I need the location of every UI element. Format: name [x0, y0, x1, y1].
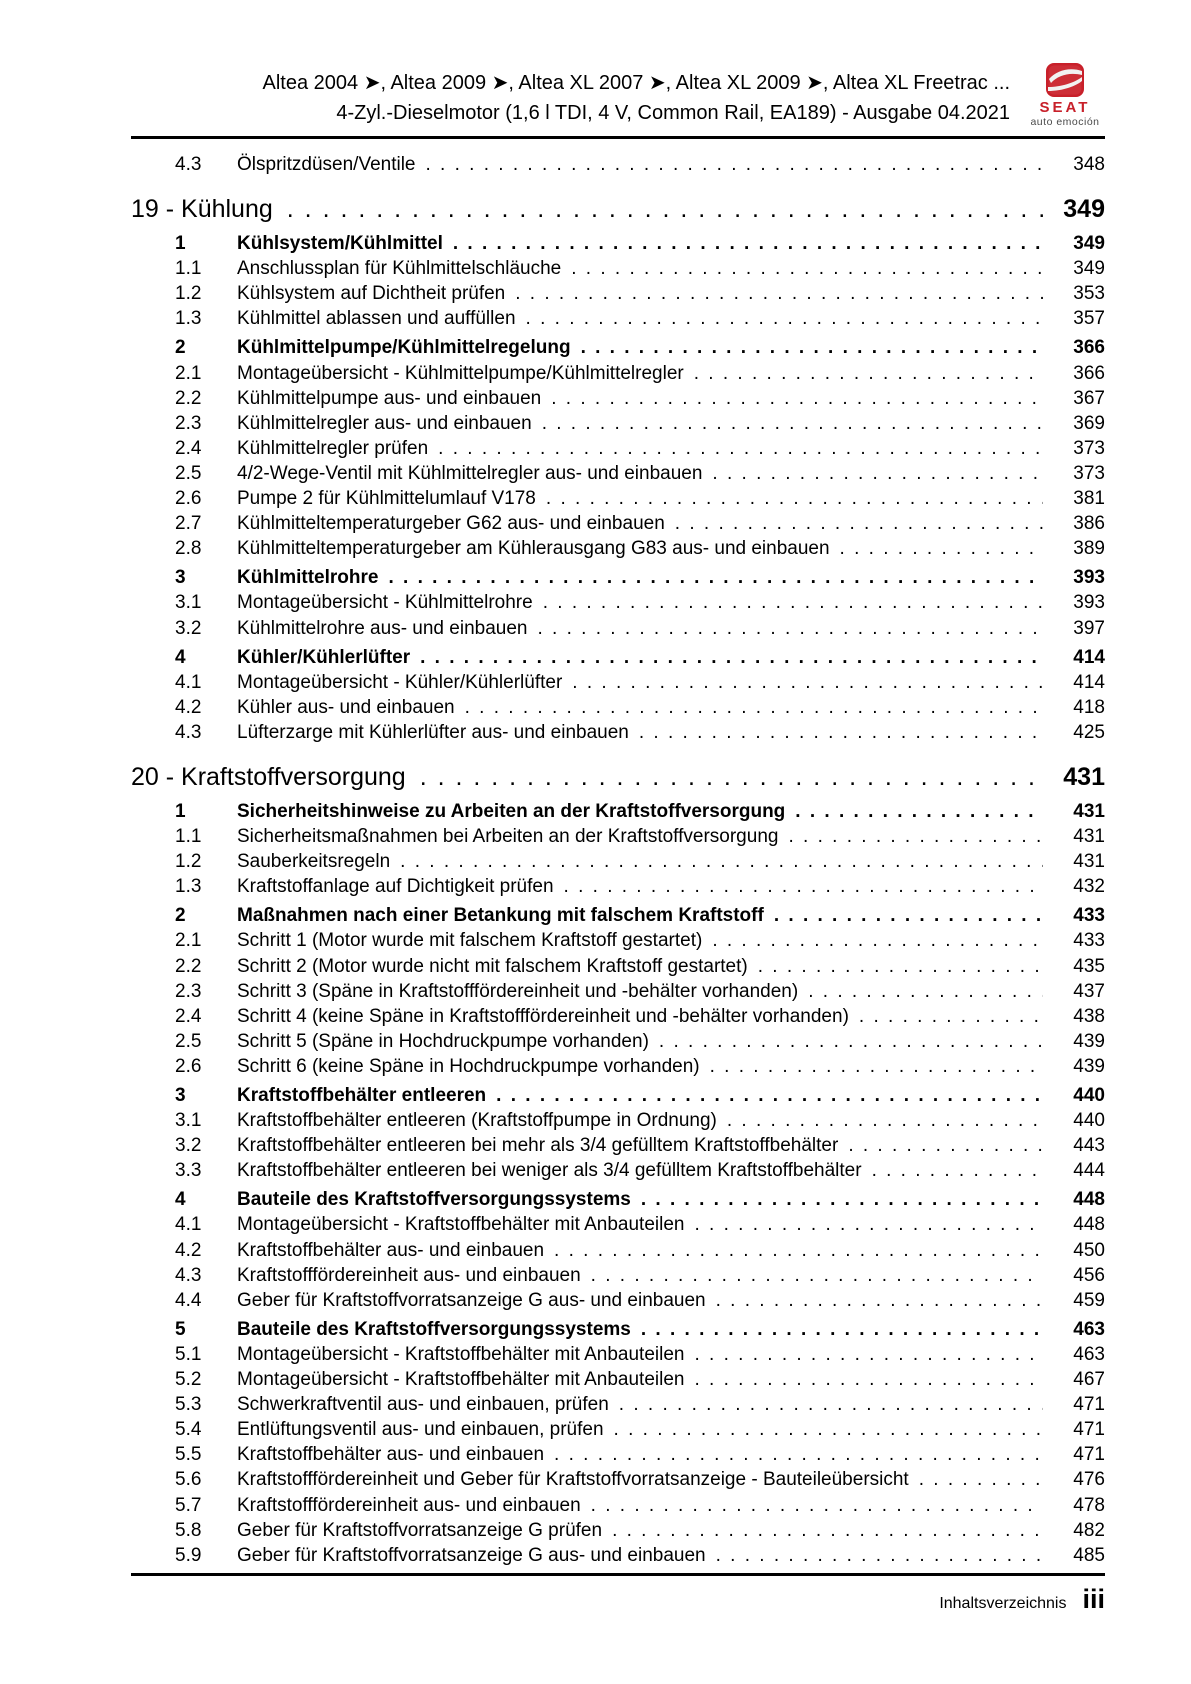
toc-entry-number: 4.1: [175, 671, 202, 693]
toc-dot-leader: [287, 191, 1043, 227]
toc-row: [131, 1518, 1105, 1543]
toc-dot-leader: [694, 1367, 1043, 1392]
toc-entry-title: 4/2-Wege-Ventil mit Kühlmittelregler aus- und einbauen: [237, 462, 703, 484]
toc-entry-page: 433: [1073, 905, 1105, 927]
toc-entry-page: 431: [1073, 851, 1105, 873]
toc-entry-title: Geber für Kraftstoffvorratsanzeige G aus- und einbauen: [237, 1289, 706, 1311]
toc-dot-leader: [581, 335, 1043, 360]
toc-entry-number: 5.8: [175, 1519, 202, 1541]
toc-entry-title: Entlüftungsventil aus- und einbauen, prüfen: [237, 1419, 604, 1441]
toc-entry-page: 438: [1073, 1005, 1105, 1027]
toc-entry-page: 444: [1073, 1160, 1105, 1182]
toc-row: [131, 1392, 1105, 1417]
toc-entry-number: 2.3: [175, 980, 202, 1002]
toc-entry-number: 5.7: [175, 1494, 202, 1516]
toc-entry-number: 2.3: [175, 412, 202, 434]
toc-row: [131, 1187, 1105, 1212]
toc-entry-title: Sauberkeitsregeln: [237, 851, 391, 873]
toc-row: [131, 511, 1105, 536]
toc-entry-title: Kühlsystem/Kühlmittel: [237, 233, 443, 255]
toc-entry-number: 2.6: [175, 1055, 202, 1077]
toc-entry-title: Kraftstoffbehälter entleeren (Kraftstoffpumpe in Ordnung): [237, 1110, 717, 1132]
toc-entry-number: 2.2: [175, 387, 202, 409]
toc-entry-title: Kühlmittelrohre aus- und einbauen: [237, 617, 528, 639]
toc-dot-leader: [526, 306, 1043, 331]
toc-entry-number: 3.1: [175, 592, 202, 614]
toc-row: [131, 1342, 1105, 1367]
toc-entry-title: Kraftstoffbehälter entleeren bei mehr als 3/4 gefülltem Kraftstoffbehälter: [237, 1135, 839, 1157]
toc-dot-leader: [453, 231, 1043, 256]
toc-entry-title: Pumpe 2 für Kühlmittelumlauf V178: [237, 488, 536, 510]
toc-entry-page: 393: [1073, 567, 1105, 589]
toc-entry-page: 471: [1073, 1444, 1105, 1466]
toc-entry-number: 5: [175, 1318, 186, 1340]
toc-entry-number: 3.1: [175, 1110, 202, 1132]
toc-entry-number: 1.2: [175, 283, 202, 305]
toc-row: [131, 1367, 1105, 1392]
toc-row: [131, 191, 1105, 227]
toc-entry-title: Geber für Kraftstoffvorratsanzeige G aus- und einbauen: [237, 1544, 706, 1566]
toc-entry-number: 2: [175, 905, 186, 927]
toc-entry-number: 4.2: [175, 696, 202, 718]
toc-entry-page: 349: [1063, 195, 1105, 224]
toc-entry-title: Montageübersicht - Kraftstoffbehälter mit Anbauteilen: [237, 1369, 685, 1391]
toc-dot-leader: [388, 565, 1043, 590]
toc-dot-leader: [710, 1054, 1043, 1079]
toc-row: [131, 436, 1105, 461]
toc-entry-number: 4: [175, 646, 186, 668]
toc-entry-title: Schritt 2 (Motor wurde nicht mit falschem Kraftstoff gestartet): [237, 955, 748, 977]
footer-page-number: iii: [1082, 1583, 1105, 1614]
toc-entry-title: Kraftstoffbehälter aus- und einbauen: [237, 1239, 545, 1261]
manual-toc-page: [131, 0, 1105, 1615]
toc-entry-page: 381: [1073, 488, 1105, 510]
toc-row: [131, 720, 1105, 745]
toc-dot-leader: [716, 1288, 1043, 1313]
toc-dot-leader: [788, 824, 1043, 849]
toc-entry-number: 1.3: [175, 308, 202, 330]
toc-dot-leader: [564, 874, 1043, 899]
toc-dot-leader: [420, 645, 1043, 670]
toc-row: [131, 1467, 1105, 1492]
toc-entry-title: Kühlsystem auf Dichtheit prüfen: [237, 283, 506, 305]
toc-entry-number: 2.8: [175, 538, 202, 560]
toc-entry-number: 4.2: [175, 1239, 202, 1261]
toc-entry-page: 386: [1073, 513, 1105, 535]
toc-entry-page: 478: [1073, 1494, 1105, 1516]
toc-entry-title: Kraftstoffbehälter aus- und einbauen: [237, 1444, 545, 1466]
toc-row: [131, 645, 1105, 670]
toc-row: [131, 1417, 1105, 1442]
toc-entry-title: Kühlmittel ablassen und auffüllen: [237, 308, 516, 330]
toc-dot-leader: [639, 720, 1043, 745]
toc-row: [131, 306, 1105, 331]
toc-dot-leader: [438, 436, 1043, 461]
toc-row: [131, 954, 1105, 979]
toc-entry-title: Kraftstofffördereinheit aus- und einbauen: [237, 1494, 581, 1516]
toc-dot-leader: [758, 954, 1043, 979]
toc-entry-title: Kraftstoffbehälter entleeren: [237, 1085, 487, 1106]
toc-entry-page: 425: [1073, 721, 1105, 743]
toc-entry-number: 4.3: [175, 1264, 202, 1286]
toc-row: [131, 1543, 1105, 1568]
toc-entry-page: 431: [1073, 800, 1105, 822]
header-text-block: [131, 68, 1105, 128]
toc-entry-number: 5.3: [175, 1394, 202, 1416]
toc-entry-number: 4.3: [175, 154, 202, 175]
toc-row: [131, 1029, 1105, 1054]
page-footer: [131, 1584, 1105, 1615]
toc-row: [131, 231, 1105, 256]
toc-row: [131, 874, 1105, 899]
toc-entry-number: 5.4: [175, 1419, 202, 1441]
toc-entry-number: 3.2: [175, 1135, 202, 1157]
toc-dot-leader: [496, 1083, 1043, 1108]
seat-tagline: auto emoción: [1030, 116, 1100, 128]
toc-entry-page: 435: [1073, 955, 1105, 977]
toc-entry-number: 1.3: [175, 876, 202, 898]
toc-entry-title: Kraftstoffanlage auf Dichtigkeit prüfen: [237, 876, 554, 898]
toc-row: [131, 695, 1105, 720]
toc-entry-title: Kraftstoffbehälter entleeren bei weniger als 3/4 gefülltem Kraftstoffbehälter: [237, 1160, 862, 1182]
footer-label: Inhaltsverzeichnis: [939, 1594, 1067, 1612]
toc-row: [131, 152, 1105, 177]
toc-entry-number: 2.4: [175, 1005, 202, 1027]
toc-entry-page: 397: [1073, 617, 1105, 639]
toc-entry-page: 433: [1073, 930, 1105, 952]
toc-entry-page: 439: [1073, 1055, 1105, 1077]
toc-entry-title: Bauteile des Kraftstoffversorgungssystems: [237, 1318, 631, 1340]
toc-entry-number: 1: [175, 800, 186, 822]
toc-dot-leader: [542, 411, 1043, 436]
toc-entry-number: 2.1: [175, 362, 202, 384]
toc-row: [131, 616, 1105, 641]
toc-entry-number: 5.1: [175, 1343, 202, 1365]
toc-entry-title: Schritt 1 (Motor wurde mit falschem Kraftstoff gestartet): [237, 930, 703, 952]
toc-entry-page: 373: [1073, 462, 1105, 484]
toc-row: [131, 903, 1105, 928]
toc-entry-number: 1.2: [175, 851, 202, 873]
toc-entry-page: 366: [1073, 362, 1105, 384]
toc-entry-page: 448: [1073, 1189, 1105, 1211]
toc-entry-page: 366: [1073, 337, 1105, 359]
toc-entry-number: 2.4: [175, 437, 202, 459]
toc-dot-leader: [619, 1392, 1043, 1417]
toc-row: [131, 536, 1105, 561]
toc-entry-title: Schritt 3 (Späne in Kraftstofffördereinheit und -behälter vorhanden): [237, 980, 799, 1002]
toc-row: [131, 386, 1105, 411]
toc-dot-leader: [659, 1029, 1043, 1054]
toc-dot-leader: [554, 1238, 1043, 1263]
toc-dot-leader: [795, 799, 1043, 824]
toc-row: [131, 335, 1105, 360]
toc-entry-number: 3: [175, 567, 186, 589]
toc-entry-page: 443: [1073, 1135, 1105, 1157]
toc-dot-leader: [420, 759, 1043, 795]
toc-entry-number: 4.1: [175, 1214, 202, 1236]
toc-dot-leader: [515, 281, 1043, 306]
toc-dot-leader: [465, 695, 1043, 720]
toc-dot-leader: [808, 979, 1043, 1004]
toc-dot-leader: [848, 1133, 1043, 1158]
toc-row: [131, 979, 1105, 1004]
toc-entry-number: 2.6: [175, 488, 202, 510]
toc-entry-title: Schritt 4 (keine Späne in Kraftstofffördereinheit und -behälter vorhanden): [237, 1005, 849, 1027]
toc-entry-number: 3.3: [175, 1160, 202, 1182]
toc-entry-title: Kühlmitteltemperaturgeber am Kühlerausgang G83 aus- und einbauen: [237, 538, 830, 560]
toc-entry-title: Ölspritzdüsen/Ventile: [237, 154, 416, 175]
toc-entry-page: 348: [1073, 154, 1105, 175]
footer-rule: [131, 1573, 1105, 1576]
toc-entry-title: Lüfterzarge mit Kühlerlüfter aus- und einbauen: [237, 721, 629, 743]
toc-dot-leader: [694, 1212, 1043, 1237]
toc-entry-number: 5.9: [175, 1544, 202, 1566]
toc-entry-title: 20 - Kraftstoffversorgung: [131, 762, 406, 791]
toc-entry-number: 5.2: [175, 1369, 202, 1391]
toc-entry-number: 1: [175, 233, 186, 255]
toc-row: [131, 1238, 1105, 1263]
toc-row: [131, 1493, 1105, 1518]
toc-entry-number: 1.1: [175, 826, 202, 848]
toc-entry-page: 439: [1073, 1030, 1105, 1052]
toc-entry-page: 482: [1073, 1519, 1105, 1541]
toc-dot-leader: [426, 152, 1044, 177]
toc-row: [131, 590, 1105, 615]
toc-entry-page: 431: [1073, 826, 1105, 848]
toc-dot-leader: [554, 1442, 1043, 1467]
toc-entry-number: 3: [175, 1085, 186, 1106]
toc-row: [131, 361, 1105, 386]
toc-dot-leader: [919, 1467, 1043, 1492]
toc-entry-title: Kraftstofffördereinheit und Geber für Kraftstoffvorratsanzeige - Bauteileübersicht: [237, 1469, 909, 1491]
toc-dot-leader: [591, 1493, 1043, 1518]
toc-entry-title: Montageübersicht - Kühlmittelpumpe/Kühlmittelregler: [237, 362, 684, 384]
toc-dot-leader: [694, 1342, 1043, 1367]
toc-dot-leader: [400, 849, 1043, 874]
toc-row: [131, 670, 1105, 695]
toc-entry-page: 485: [1073, 1544, 1105, 1566]
toc-entry-page: 367: [1073, 387, 1105, 409]
toc-row: [131, 1083, 1105, 1108]
toc-entry-number: 2.1: [175, 930, 202, 952]
toc-entry-page: 432: [1073, 876, 1105, 898]
page-header: [131, 0, 1105, 128]
toc-row: [131, 411, 1105, 436]
toc-dot-leader: [727, 1108, 1043, 1133]
toc-row: [131, 1158, 1105, 1183]
toc-entry-number: 2.5: [175, 462, 202, 484]
toc-dot-leader: [614, 1417, 1043, 1442]
toc-entry-page: 414: [1073, 646, 1105, 668]
toc-dot-leader: [641, 1317, 1043, 1342]
seat-logo: [1025, 62, 1105, 128]
toc-entry-page: 440: [1073, 1085, 1105, 1106]
toc-dot-leader: [543, 590, 1043, 615]
toc-entry-page: 476: [1073, 1469, 1105, 1491]
toc-dot-leader: [551, 386, 1043, 411]
toc-row: [131, 1288, 1105, 1313]
header-models-line: Altea 2004 ➤, Altea 2009 ➤, Altea XL 2007 ➤, Altea XL 2009 ➤, Altea XL Freetrac ...: [262, 72, 1010, 94]
toc-entry-page: 463: [1073, 1343, 1105, 1365]
toc-entry-title: Kraftstofffördereinheit aus- und einbauen: [237, 1264, 581, 1286]
toc-dot-leader: [774, 903, 1043, 928]
toc-entry-page: 471: [1073, 1419, 1105, 1441]
toc-entry-title: Montageübersicht - Kraftstoffbehälter mit Anbauteilen: [237, 1214, 685, 1236]
toc-entry-title: Sicherheitsmaßnahmen bei Arbeiten an der Kraftstoffversorgung: [237, 826, 779, 848]
seat-emblem-icon: [1025, 62, 1105, 98]
toc-row: [131, 1212, 1105, 1237]
toc-entry-title: Anschlussplan für Kühlmittelschläuche: [237, 258, 562, 280]
toc-dot-leader: [591, 1263, 1043, 1288]
toc-dot-leader: [537, 616, 1043, 641]
header-engine-line: 4-Zyl.-Dieselmotor (1,6 l TDI, 4 V, Common Rail, EA189) - Ausgabe 04.2021: [336, 102, 1010, 124]
toc-entry-page: 437: [1073, 980, 1105, 1002]
toc-entry-number: 2: [175, 337, 186, 359]
toc-entry-page: 431: [1063, 762, 1105, 791]
toc-entry-page: 418: [1073, 696, 1105, 718]
toc-entry-number: 1.1: [175, 258, 202, 280]
toc-row: [131, 565, 1105, 590]
toc-row: [131, 928, 1105, 953]
toc-dot-leader: [712, 461, 1043, 486]
toc-entry-number: 3.2: [175, 617, 202, 639]
toc-dot-leader: [712, 928, 1043, 953]
toc-row: [131, 1108, 1105, 1133]
toc-entry-title: Montageübersicht - Kraftstoffbehälter mit Anbauteilen: [237, 1343, 685, 1365]
toc-row: [131, 1054, 1105, 1079]
toc-row: [131, 824, 1105, 849]
toc-entry-page: 393: [1073, 592, 1105, 614]
seat-wordmark: SEAT: [1039, 99, 1091, 116]
toc-row: [131, 799, 1105, 824]
toc-entry-page: 456: [1073, 1264, 1105, 1286]
toc-entry-page: 459: [1073, 1289, 1105, 1311]
toc-entry-page: 349: [1073, 258, 1105, 280]
toc-entry-title: Bauteile des Kraftstoffversorgungssystems: [237, 1189, 631, 1211]
table-of-contents: [131, 139, 1105, 1568]
toc-entry-page: 440: [1073, 1110, 1105, 1132]
toc-entry-title: Montageübersicht - Kühler/Kühlerlüfter: [237, 671, 563, 693]
toc-entry-number: 4: [175, 1189, 186, 1211]
toc-entry-title: Schwerkraftventil aus- und einbauen, prüfen: [237, 1394, 609, 1416]
toc-row: [131, 849, 1105, 874]
toc-entry-page: 389: [1073, 538, 1105, 560]
toc-entry-number: 4.3: [175, 721, 202, 743]
toc-entry-title: 19 - Kühlung: [131, 195, 273, 224]
toc-entry-page: 353: [1073, 283, 1105, 305]
toc-entry-number: 4.4: [175, 1289, 202, 1311]
toc-entry-page: 463: [1073, 1318, 1105, 1340]
toc-entry-page: 467: [1073, 1369, 1105, 1391]
toc-entry-title: Sicherheitshinweise zu Arbeiten an der Kraftstoffversorgung: [237, 800, 786, 822]
toc-dot-leader: [546, 486, 1043, 511]
toc-entry-title: Montageübersicht - Kühlmittelrohre: [237, 592, 533, 614]
toc-row: [131, 1133, 1105, 1158]
toc-entry-number: 2.5: [175, 1030, 202, 1052]
toc-entry-page: 450: [1073, 1239, 1105, 1261]
toc-entry-page: 373: [1073, 437, 1105, 459]
toc-row: [131, 486, 1105, 511]
toc-dot-leader: [641, 1187, 1043, 1212]
toc-row: [131, 256, 1105, 281]
toc-entry-title: Kühlmittelregler aus- und einbauen: [237, 412, 532, 434]
toc-entry-number: 2.7: [175, 513, 202, 535]
toc-entry-page: 369: [1073, 412, 1105, 434]
toc-entry-number: 5.6: [175, 1469, 202, 1491]
toc-entry-title: Kühlmittelpumpe/Kühlmittelregelung: [237, 337, 571, 359]
toc-entry-title: Kühlmitteltemperaturgeber G62 aus- und einbauen: [237, 513, 665, 535]
toc-entry-title: Geber für Kraftstoffvorratsanzeige G prüfen: [237, 1519, 603, 1541]
toc-entry-page: 414: [1073, 671, 1105, 693]
toc-entry-number: 2.2: [175, 955, 202, 977]
toc-entry-title: Kühler aus- und einbauen: [237, 696, 455, 718]
toc-row: [131, 1317, 1105, 1342]
toc-dot-leader: [571, 256, 1043, 281]
toc-entry-title: Schritt 5 (Späne in Hochdruckpumpe vorhanden): [237, 1030, 649, 1052]
toc-dot-leader: [840, 536, 1043, 561]
toc-row: [131, 1263, 1105, 1288]
toc-dot-leader: [716, 1543, 1043, 1568]
toc-entry-title: Kühlmittelregler prüfen: [237, 437, 429, 459]
toc-entry-title: Kühler/Kühlerlüfter: [237, 646, 411, 668]
toc-dot-leader: [872, 1158, 1043, 1183]
toc-entry-page: 349: [1073, 233, 1105, 255]
toc-entry-page: 471: [1073, 1394, 1105, 1416]
toc-entry-title: Schritt 6 (keine Späne in Hochdruckpumpe vorhanden): [237, 1055, 700, 1077]
toc-dot-leader: [612, 1518, 1043, 1543]
toc-entry-number: 5.5: [175, 1444, 202, 1466]
toc-row: [131, 461, 1105, 486]
toc-dot-leader: [572, 670, 1043, 695]
toc-row: [131, 759, 1105, 795]
toc-row: [131, 1004, 1105, 1029]
toc-entry-title: Maßnahmen nach einer Betankung mit falschem Kraftstoff: [237, 905, 764, 927]
toc-dot-leader: [859, 1004, 1043, 1029]
toc-row: [131, 281, 1105, 306]
toc-row: [131, 1442, 1105, 1467]
toc-dot-leader: [694, 361, 1043, 386]
toc-entry-title: Kühlmittelrohre: [237, 567, 379, 589]
toc-dot-leader: [675, 511, 1043, 536]
toc-entry-page: 448: [1073, 1214, 1105, 1236]
toc-entry-page: 357: [1073, 308, 1105, 330]
toc-entry-title: Kühlmittelpumpe aus- und einbauen: [237, 387, 542, 409]
